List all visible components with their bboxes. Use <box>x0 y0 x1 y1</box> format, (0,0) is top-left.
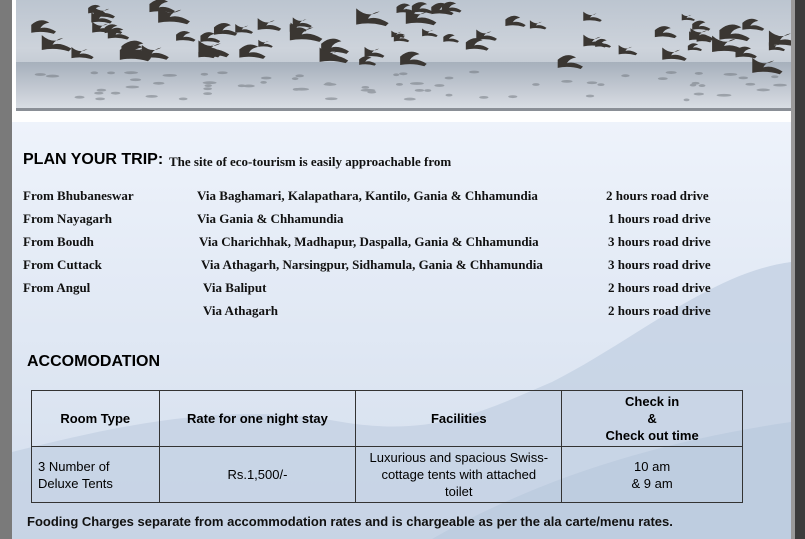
bird-shape <box>505 16 525 27</box>
bird-reflection <box>238 84 246 87</box>
bird-shape <box>422 28 438 36</box>
bird-shape <box>752 58 782 74</box>
bird-reflection <box>107 71 115 74</box>
bird-reflection <box>261 77 272 80</box>
header-facilities: Facilities <box>356 391 562 447</box>
bird-reflection <box>203 81 217 84</box>
bird-reflection <box>393 73 399 76</box>
route-via: Via Athagarh, Narsingpur, Sidhamula, Gania & Chhamundia <box>201 257 543 272</box>
bird-reflection <box>162 74 176 77</box>
bird-shape <box>71 47 93 59</box>
bird-reflection <box>415 89 425 92</box>
header-check-in: Check in <box>625 394 680 409</box>
bird-reflection <box>699 84 706 87</box>
route-time: 2 hours road drive <box>606 188 709 203</box>
header-check-time <box>562 391 743 447</box>
right-frame-strip <box>791 0 805 539</box>
bird-shape <box>42 35 72 51</box>
bird-reflection <box>479 96 488 99</box>
bird-reflection <box>469 71 479 74</box>
route-time: 2 hours road drive <box>608 303 711 318</box>
route-time: 3 hours road drive <box>608 257 711 272</box>
bird-shape <box>356 8 388 26</box>
cell-facilities <box>356 447 562 503</box>
bird-reflection <box>396 83 403 86</box>
bird-shape <box>258 18 282 31</box>
cell-check-time <box>562 447 743 503</box>
bird-reflection <box>130 78 141 81</box>
bird-shape <box>692 21 710 31</box>
bird-reflection <box>325 97 338 100</box>
bird-reflection <box>587 81 598 84</box>
bird-shape <box>558 55 583 69</box>
bird-reflection <box>597 83 604 86</box>
bird-reflection <box>404 98 416 101</box>
facilities-line: toilet <box>445 484 473 499</box>
bird-reflection <box>717 94 732 97</box>
route-via: Via Baghamari, Kalapathara, Kantilo, Gania & Chhamundia <box>197 188 538 203</box>
bird-reflection <box>361 86 369 89</box>
plan-trip-heading <box>23 151 163 169</box>
banner-birds-photo <box>16 0 791 108</box>
plan-trip-title: PLAN YOUR TRIP: <box>23 151 164 168</box>
bird-shape <box>735 47 756 59</box>
bird-reflection <box>203 87 212 90</box>
bird-reflection <box>410 82 424 85</box>
bird-shape <box>235 24 253 34</box>
bird-reflection <box>217 71 228 74</box>
bird-reflection <box>658 77 668 80</box>
left-frame-strip <box>0 0 12 539</box>
route-via: Via Baliput <box>203 280 267 295</box>
facilities-line: Luxurious and spacious Swiss- <box>369 450 549 465</box>
route-from: From Boudh <box>23 234 94 249</box>
bird-shape <box>31 20 56 34</box>
table-row <box>32 447 743 503</box>
bird-reflection <box>508 95 517 98</box>
route-from: From Cuttack <box>23 257 102 272</box>
bird-reflection <box>146 95 158 98</box>
bird-shape <box>688 43 702 51</box>
header-check-and: & <box>647 411 657 426</box>
banner-border <box>16 108 791 111</box>
bird-shape <box>583 12 602 22</box>
bird-reflection <box>756 89 770 92</box>
bird-reflection <box>724 73 738 76</box>
bird-reflection <box>111 92 121 95</box>
cell-room-type <box>32 447 160 503</box>
bird-reflection <box>773 84 787 87</box>
bird-shape <box>682 14 695 21</box>
bird-reflection <box>621 74 629 77</box>
bird-shape <box>742 19 764 31</box>
bird-shape <box>443 34 459 43</box>
bird-reflection <box>666 71 677 74</box>
check-time-line: 10 am <box>634 458 671 474</box>
bird-reflection <box>361 89 376 92</box>
bird-reflection <box>295 74 304 77</box>
route-time: 3 hours road drive <box>608 234 711 249</box>
bird-shape <box>400 52 427 67</box>
bird-reflection <box>771 75 778 78</box>
bird-shape <box>365 47 385 58</box>
route-from: From Nayagarh <box>23 211 112 226</box>
bird-shape <box>176 31 195 42</box>
cell-rate: Rs.1,500/- <box>159 447 356 503</box>
bird-reflection <box>153 82 165 85</box>
facilities-line: cottage tents with attached <box>381 467 537 482</box>
plan-trip-intro: The site of eco-tourism is easily approachable from <box>169 154 452 169</box>
bird-shape <box>466 38 489 51</box>
bird-reflection <box>434 84 444 87</box>
route-via: Via Athagarh <box>203 303 278 318</box>
route-time: 1 hours road drive <box>608 211 711 226</box>
bird-reflection <box>586 95 594 98</box>
bird-shape <box>359 56 376 65</box>
bird-shape <box>214 23 237 36</box>
table-header-row <box>32 391 743 447</box>
bird-reflection <box>399 72 408 75</box>
header-check-out: Check out time <box>605 428 699 443</box>
accommodation-heading <box>27 353 160 371</box>
bird-shape <box>239 44 265 58</box>
bird-shape <box>412 2 433 13</box>
route-from: From Angul <box>23 280 91 295</box>
bird-reflection <box>294 88 309 91</box>
bird-reflection <box>684 98 690 101</box>
route-via: Via Gania & Chhamundia <box>197 211 344 226</box>
bird-reflection <box>201 73 209 76</box>
bird-shape <box>149 0 175 13</box>
check-time-line: & 9 am <box>631 475 673 491</box>
bird-shape <box>258 40 272 48</box>
bird-reflection <box>424 89 431 92</box>
room-type-line: 3 Number of <box>38 458 110 474</box>
bird-reflection <box>694 93 704 96</box>
route-time: 2 hours road drive <box>608 280 711 295</box>
bird-reflection <box>46 75 59 78</box>
accommodation-table <box>31 390 743 503</box>
bird-reflection <box>179 97 188 100</box>
bird-reflection <box>738 76 748 79</box>
fooding-note: Fooding Charges separate from accommodation rates and is chargeable as per the ala carte/menu rates. <box>27 514 673 529</box>
bird-reflection <box>97 89 107 92</box>
bird-reflection <box>90 71 98 74</box>
route-via: Via Charichhak, Madhapur, Daspalla, Gania & Chhamundia <box>199 234 539 249</box>
bird-reflection <box>695 72 703 75</box>
bird-reflection <box>35 73 46 76</box>
bird-reflection <box>325 82 333 85</box>
bird-reflection <box>74 96 84 99</box>
bird-reflection <box>126 86 140 89</box>
bird-reflection <box>205 84 212 87</box>
bird-shape <box>530 20 547 29</box>
bird-reflection <box>532 83 540 86</box>
bird-reflection <box>95 98 105 101</box>
bird-reflection <box>292 77 299 80</box>
bird-reflection <box>124 71 138 74</box>
header-room-type: Room Type <box>32 391 160 447</box>
bird-reflection <box>445 94 452 97</box>
bird-shape <box>619 45 638 55</box>
bird-reflection <box>94 92 103 95</box>
route-from: From Bhubaneswar <box>23 188 134 203</box>
bird-reflection <box>260 81 267 84</box>
bird-reflection <box>445 77 454 80</box>
bird-reflection <box>745 83 755 86</box>
accommodation-title: ACCOMODATION <box>27 353 161 370</box>
bird-reflection <box>690 84 696 87</box>
bird-shape <box>655 26 677 38</box>
room-type-line: Deluxe Tents <box>38 475 113 491</box>
bird-shape <box>662 48 686 61</box>
header-rate: Rate for one night stay <box>159 391 356 447</box>
bird-reflection <box>203 92 212 95</box>
bird-reflection <box>561 80 572 83</box>
